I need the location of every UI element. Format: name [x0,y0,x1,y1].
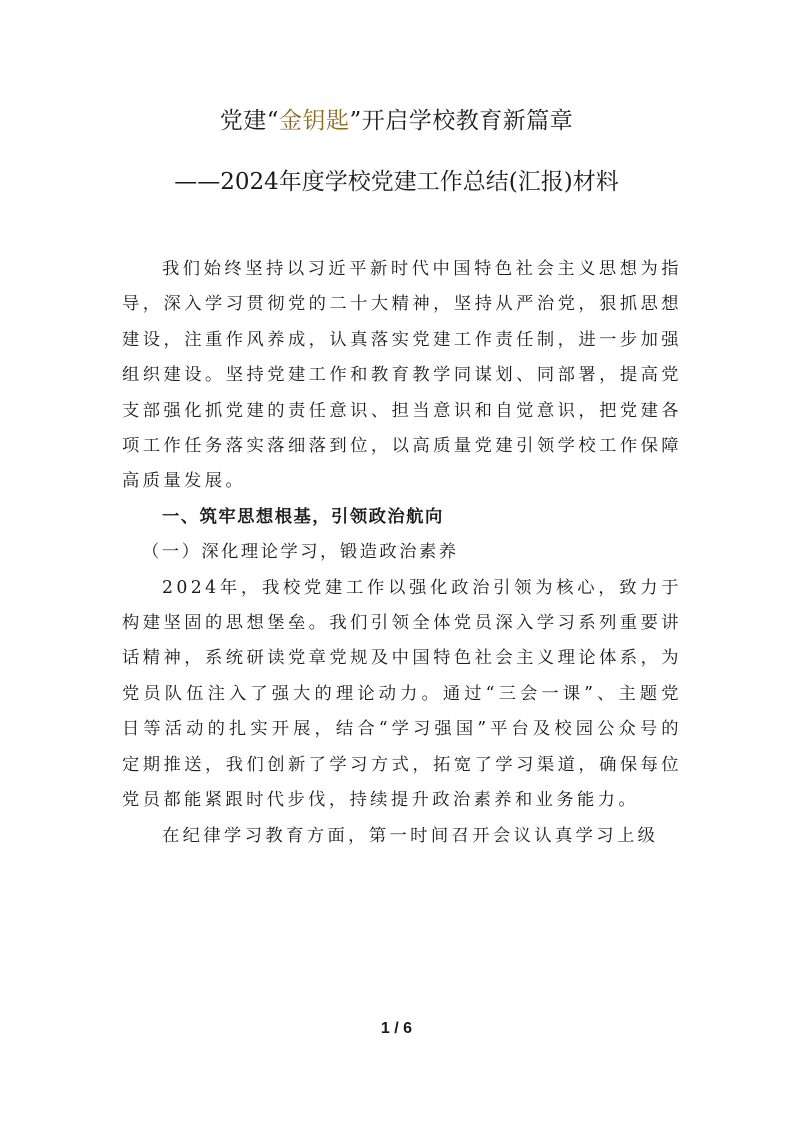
document-title [0,102,793,135]
page-indicator: 1 / 6 [380,1020,413,1037]
title-highlight: 金钥匙 [279,108,350,134]
section-heading: 一、筑牢思想根基，引领政治航向 [162,506,444,527]
title-suffix: ”开启学校教育新篇章 [349,108,574,134]
title-prefix: 党建“ [219,108,279,134]
document-body [122,252,682,854]
intro-paragraph: 我们始终坚持以习近平新时代中国特色社会主义思想为指导，深入学习贯彻党的二十大精神，坚持从严治党，狠抓思想建设，注重作风养成，认真落实党建工作责任制，进一步加强组织建设。坚持党建工作和教育教学同谋划、同部署，提高党支部强化抓党建的责任意识、担当意识和自觉意识，把党建各项工作任务落实落细落到位，以高质量党建引领学校工作保障高质量发展。 [122,259,682,492]
document-subtitle: ——2024年度学校党建工作总结(汇报)材料 [174,169,619,195]
body-paragraph: 2024年，我校党建工作以强化政治引领为核心，致力于构建坚固的思想堡垒。我们引领全体党员深入学习系列重要讲话精神，系统研读党章党规及中国特色社会主义理论体系，为党员队伍注入了强大的理论动力。通过“三会一课”、主题党日等活动的扎实开展，结合“学习强国”平台及校园公众号的定期推送，我们创新了学习方式，拓宽了学习渠道，确保每位党员都能紧跟时代步伐，持续提升政治素养和业务能力。 [122,577,682,811]
body-paragraph: 在纪律学习教育方面，第一时间召开会议认真学习上级 [162,825,659,846]
subsection-heading: （一）深化理论学习，锻造政治素养 [142,542,459,563]
